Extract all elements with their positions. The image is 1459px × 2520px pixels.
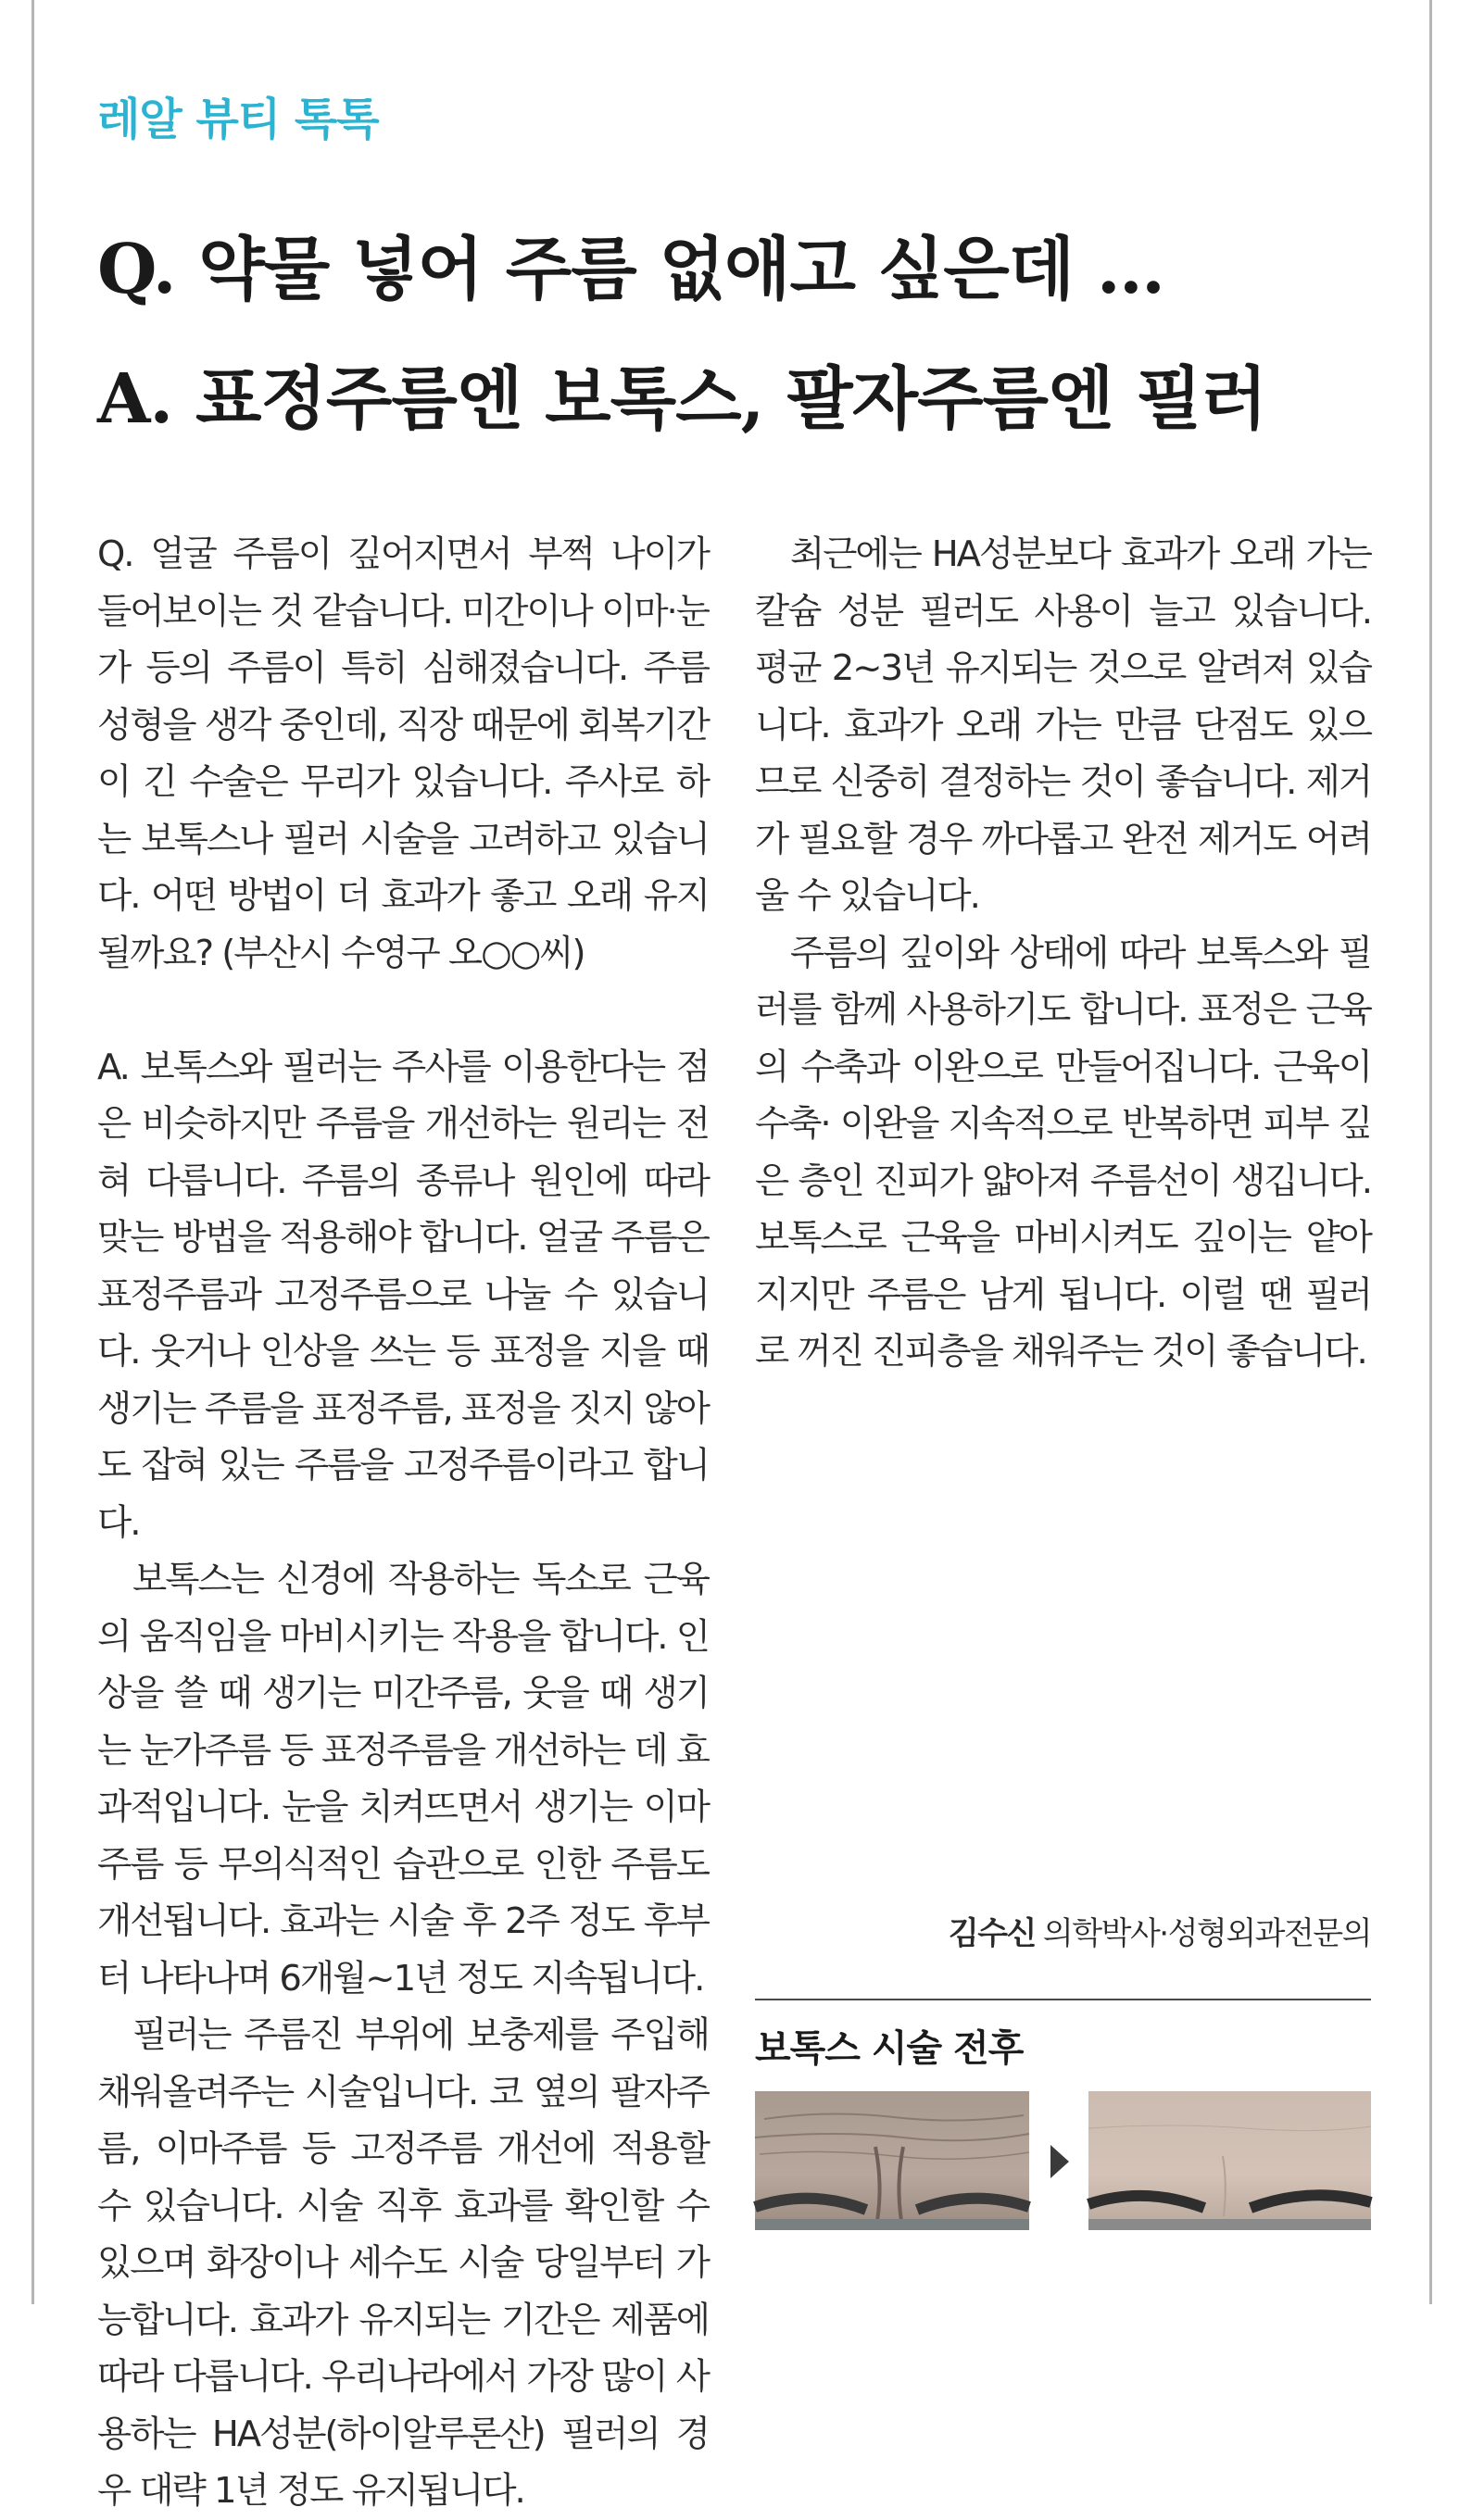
- article-column-right: [755, 526, 1371, 1381]
- paragraph-gap: [97, 982, 709, 1039]
- answer-paragraph-3: 필러는 주름진 부위에 보충제를 주입해 채워올려주는 시술입니다. 코 옆의 팔자주름, 이마주름 등 고정주름 개선에 적용할 수 있습니다. 시술 직후 효과를 확인할 수 있으며 화장이나 세수도 시술 당일부터 가능합니다. 효과가 유지되는 기간은 제품에 따라 다릅니다. 우리나라에서 가장 많이 사용하는 HA성분(하이알루론산) 필러의 경우 대략 1년 정도 유지됩니다.: [97, 2014, 709, 2512]
- before-photo: [755, 2091, 1029, 2230]
- photo-box-title: 보톡스 시술 전후: [755, 2027, 1024, 2070]
- section-label: 레알 뷰티 톡톡: [97, 94, 379, 145]
- photo-box-divider: [755, 1999, 1371, 2000]
- article-column-left: [97, 526, 709, 2520]
- answer-paragraph-5: 주름의 깊이와 상태에 따라 보톡스와 필러를 함께 사용하기도 합니다. 표정은 근육의 수축과 이완으로 만들어집니다. 근육이 수축· 이완을 지속적으로 반복하면 피부 깊은 층인 진피가 얇아져 주름선이 생깁니다. 보톡스로 근육을 마비시켜도 깊이는 얕아지지만 주름은 남게 됩니다. 이럴 땐 필러로 꺼진 진피층을 채워주는 것이 좋습니다.: [755, 932, 1371, 1373]
- answer-paragraph-1: A. 보톡스와 필러는 주사를 이용한다는 점은 비슷하지만 주름을 개선하는 원리는 전혀 다릅니다. 주름의 종류나 원인에 따라 맞는 방법을 적용해야 합니다. 얼굴 주름은 표정주름과 고정주름으로 나눌 수 있습니다. 웃거나 인상을 쓰는 등 표정을 지을 때 생기는 주름을 표정주름, 표정을 짓지 않아도 잡혀 있는 주름을 고정주름이라고 합니다.: [97, 1046, 709, 1544]
- question-paragraph: Q. 얼굴 주름이 깊어지면서 부쩍 나이가 들어보이는 것 같습니다. 미간이나 이마·눈가 등의 주름이 특히 심해졌습니다. 주름 성형을 생각 중인데, 직장 때문에 회복기간이 긴 수술은 무리가 있습니다. 주사로 하는 보톡스나 필러 시술을 고려하고 있습니다. 어떤 방법이 더 효과가 좋고 오래 유지될까요? (부산시 수영구 오○○씨): [97, 533, 709, 974]
- headline-answer: A. 표정주름엔 보톡스, 팔자주름엔 필러: [97, 359, 1267, 439]
- before-after-arrow-icon: [1050, 2145, 1069, 2178]
- after-photo: [1088, 2091, 1371, 2230]
- byline-title: 의학박사·성형외과전문의: [1042, 1915, 1371, 1952]
- before-forehead-image: [755, 2091, 1029, 2230]
- byline: [755, 1908, 1371, 1953]
- answer-paragraph-4: 최근에는 HA성분보다 효과가 오래 가는 칼슘 성분 필러도 사용이 늘고 있습니다. 평균 2~3년 유지되는 것으로 알려져 있습니다. 효과가 오래 가는 만큼 단점도 있으므로 신중히 결정하는 것이 좋습니다. 제거가 필요할 경우 까다롭고 완전 제거도 어려울 수 있습니다.: [755, 533, 1371, 917]
- byline-name: 김수신: [948, 1915, 1036, 1952]
- headline-question: Q. 약물 넣어 주름 없애고 싶은데 …: [97, 230, 1164, 309]
- answer-paragraph-2: 보톡스는 신경에 작용하는 독소로 근육의 움직임을 마비시키는 작용을 합니다. 인상을 쓸 때 생기는 미간주름, 웃을 때 생기는 눈가주름 등 표정주름을 개선하는 데 효과적입니다. 눈을 치켜뜨면서 생기는 이마주름 등 무의식적인 습관으로 인한 주름도 개선됩니다. 효과는 시술 후 2주 정도 후부터 나타나며 6개월~1년 정도 지속됩니다.: [97, 1559, 709, 2000]
- after-forehead-image: [1088, 2091, 1371, 2230]
